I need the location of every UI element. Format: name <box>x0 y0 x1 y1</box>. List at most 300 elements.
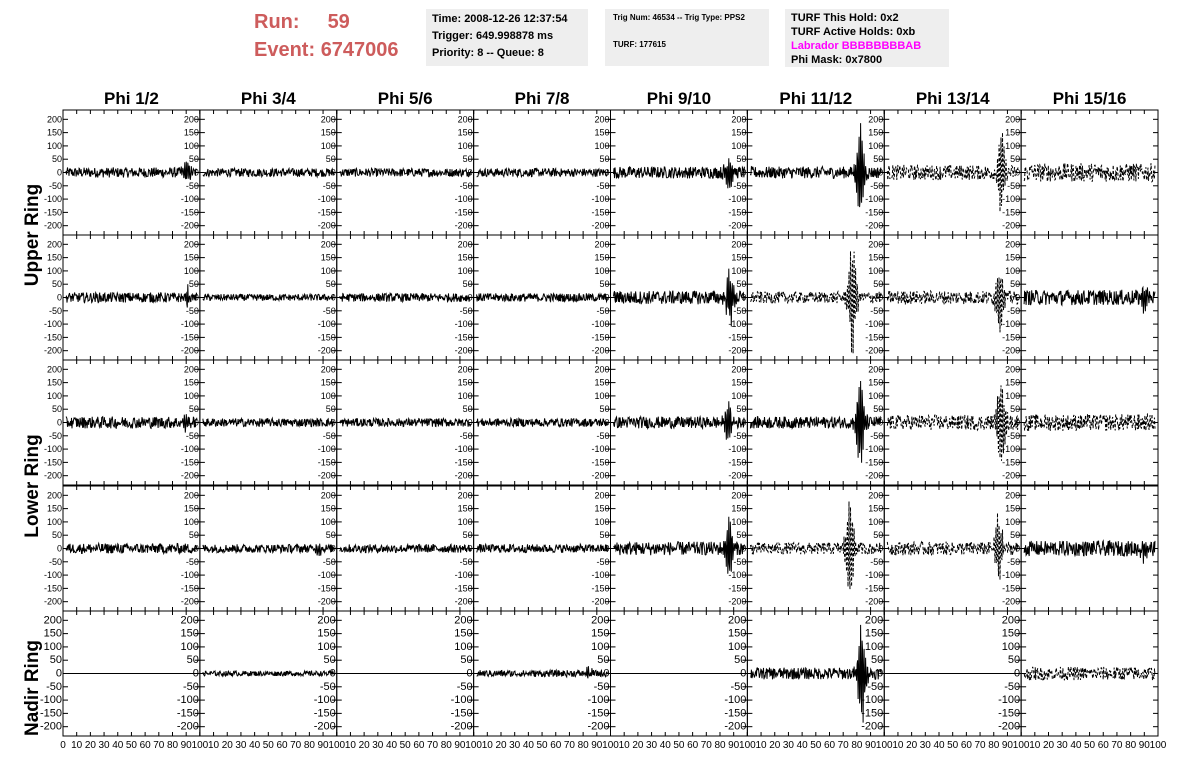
x-tick-label: 10 <box>481 740 493 751</box>
y-tick-label: -50 <box>185 305 199 316</box>
y-tick-label: 100 <box>457 140 473 151</box>
y-tick-label: -150 <box>43 457 62 468</box>
y-tick-label: 100 <box>320 265 336 276</box>
y-tick-label: 0 <box>330 417 336 428</box>
event-value: 6747006 <box>320 39 399 61</box>
y-tick-label: 100 <box>320 140 336 151</box>
run-value: 59 <box>327 11 350 33</box>
y-tick-label: 100 <box>457 390 473 401</box>
row-label: Nadir Ring <box>22 639 43 737</box>
x-tick-label: 90 <box>865 740 877 751</box>
waveform-trace <box>750 123 884 207</box>
y-tick-label: -100 <box>180 319 199 330</box>
y-tick-label: -150 <box>591 207 610 218</box>
y-tick-label: -50 <box>182 680 199 693</box>
y-tick-label: 150 <box>1005 127 1021 138</box>
y-tick-label: -200 <box>176 720 199 733</box>
y-tick-label: 100 <box>183 265 199 276</box>
y-tick-label: -100 <box>43 570 62 581</box>
x-tick-label: 60 <box>687 740 699 751</box>
y-tick-label: -100 <box>591 319 610 330</box>
y-tick-label: 150 <box>180 627 199 640</box>
y-tick-label: 50 <box>871 654 884 667</box>
y-tick-label: -150 <box>728 457 747 468</box>
y-tick-label: 200 <box>454 614 473 627</box>
y-tick-label: 200 <box>46 239 62 250</box>
y-tick-label: 200 <box>183 490 199 501</box>
x-tick-label: 70 <box>700 740 712 751</box>
time-line: Time: 2008-12-26 12:37:54 <box>432 13 568 25</box>
y-tick-label: -100 <box>591 444 610 455</box>
y-tick-label: -200 <box>43 470 62 481</box>
y-tick-label: 0 <box>1015 292 1021 303</box>
y-tick-label: -50 <box>48 305 62 316</box>
x-tick-label: 90 <box>454 740 466 751</box>
y-tick-label: -50 <box>1007 430 1021 441</box>
x-tick-label: 30 <box>646 740 658 751</box>
y-tick-label: 100 <box>1001 640 1021 653</box>
y-tick-label: -50 <box>185 556 199 567</box>
x-tick-label: 40 <box>1070 740 1082 751</box>
y-tick-label: 150 <box>183 127 199 138</box>
x-tick-label: 0 <box>60 740 66 751</box>
y-tick-label: -200 <box>180 470 199 481</box>
x-tick-label: 80 <box>577 740 589 751</box>
x-tick-label: 100 <box>328 740 346 751</box>
phi-mask-line: Phi Mask: 0x7800 <box>791 54 883 66</box>
y-tick-label: -100 <box>1002 319 1021 330</box>
y-tick-label: 150 <box>731 377 747 388</box>
x-tick-label: 40 <box>385 740 398 751</box>
y-tick-label: -100 <box>587 694 610 707</box>
waveform-trace <box>1024 163 1155 182</box>
y-tick-label: -50 <box>185 430 199 441</box>
x-tick-label: 40 <box>522 740 534 751</box>
y-tick-label: -200 <box>180 220 199 231</box>
y-tick-label: 100 <box>594 140 610 151</box>
waveform-trace <box>1024 541 1155 564</box>
y-tick-label: 200 <box>457 490 473 501</box>
y-tick-label: -150 <box>591 332 610 343</box>
y-tick-label: 0 <box>603 667 610 680</box>
y-tick-label: -200 <box>454 470 473 481</box>
y-tick-label: 150 <box>731 252 747 263</box>
y-tick-label: -200 <box>180 596 199 607</box>
y-tick-label: 50 <box>599 154 610 165</box>
y-tick-label: 0 <box>741 543 747 554</box>
y-tick-label: 50 <box>462 404 473 415</box>
y-tick-label: 150 <box>868 127 884 138</box>
y-tick-label: 200 <box>1001 614 1021 627</box>
waveform-trace <box>66 284 197 307</box>
y-tick-label: -200 <box>450 720 473 733</box>
waveform-trace <box>614 517 745 574</box>
y-tick-label: -50 <box>870 180 884 191</box>
y-tick-label: 50 <box>597 654 610 667</box>
y-tick-label: -200 <box>591 345 610 356</box>
waveform-trace <box>340 544 471 552</box>
x-tick-label: 100 <box>875 740 893 751</box>
y-tick-label: 200 <box>731 364 747 375</box>
y-tick-label: 100 <box>868 390 884 401</box>
x-tick-label: 80 <box>1125 740 1137 751</box>
x-tick-label: 70 <box>974 740 986 751</box>
y-tick-label: 50 <box>462 279 473 290</box>
x-tick-label: 30 <box>509 740 521 751</box>
y-tick-label: -100 <box>865 319 884 330</box>
y-tick-label: 0 <box>56 543 62 554</box>
y-tick-label: 200 <box>183 364 199 375</box>
y-tick-label: 50 <box>49 654 62 667</box>
y-tick-label: 150 <box>320 503 336 514</box>
y-tick-label: -150 <box>728 207 747 218</box>
y-tick-label: -200 <box>317 596 336 607</box>
y-tick-label: 100 <box>731 516 747 527</box>
y-tick-label: -100 <box>865 194 884 205</box>
y-tick-label: 200 <box>868 114 884 125</box>
y-tick-label: 0 <box>1015 417 1021 428</box>
y-tick-label: 100 <box>46 390 62 401</box>
x-tick-label: 80 <box>440 740 452 751</box>
y-tick-label: -100 <box>454 319 473 330</box>
waveform-trace <box>340 418 471 426</box>
x-tick-label: 80 <box>166 740 179 751</box>
trigger-line: Trigger: 649.998878 ms <box>432 30 554 42</box>
y-tick-label: -200 <box>587 720 610 733</box>
y-tick-label: 150 <box>46 127 62 138</box>
y-tick-label: 0 <box>878 292 884 303</box>
y-tick-label: 50 <box>734 654 747 667</box>
y-tick-label: -200 <box>861 720 884 733</box>
y-tick-label: 200 <box>320 364 336 375</box>
y-tick-label: 50 <box>188 404 199 415</box>
y-tick-label: -50 <box>459 556 473 567</box>
y-tick-label: -100 <box>43 444 62 455</box>
y-tick-label: -100 <box>728 319 747 330</box>
y-tick-label: -50 <box>319 680 336 693</box>
y-tick-label: 50 <box>873 279 884 290</box>
x-tick-label: 30 <box>919 740 931 751</box>
y-tick-label: -50 <box>596 305 610 316</box>
y-tick-label: 50 <box>599 530 610 541</box>
y-tick-label: 50 <box>736 404 747 415</box>
x-tick-label: 70 <box>837 740 849 751</box>
y-tick-label: -50 <box>596 430 610 441</box>
y-tick-label: 200 <box>864 614 884 627</box>
y-tick-label: 150 <box>731 127 747 138</box>
y-tick-label: 150 <box>868 377 884 388</box>
y-tick-label: 0 <box>877 667 884 680</box>
y-tick-label: -150 <box>43 583 62 594</box>
y-tick-label: 0 <box>741 292 747 303</box>
y-tick-label: 50 <box>736 154 747 165</box>
y-tick-label: -100 <box>454 194 473 205</box>
y-tick-label: -50 <box>596 556 610 567</box>
y-tick-label: -50 <box>1004 680 1021 693</box>
y-tick-label: -200 <box>865 470 884 481</box>
turf-active-line: TURF Active Holds: 0xb <box>791 26 916 38</box>
y-tick-label: -100 <box>317 570 336 581</box>
y-tick-label: 50 <box>736 279 747 290</box>
y-tick-label: 100 <box>594 265 610 276</box>
y-tick-label: 0 <box>467 292 473 303</box>
y-tick-label: -150 <box>176 707 199 720</box>
y-tick-label: 200 <box>46 490 62 501</box>
y-tick-label: -50 <box>48 430 62 441</box>
y-tick-label: -150 <box>728 583 747 594</box>
x-tick-label: 70 <box>427 740 439 751</box>
y-tick-label: 200 <box>731 490 747 501</box>
y-tick-label: -150 <box>454 457 473 468</box>
y-tick-label: 100 <box>731 140 747 151</box>
y-tick-label: -150 <box>865 207 884 218</box>
y-tick-label: 100 <box>728 640 747 653</box>
y-tick-label: -100 <box>728 194 747 205</box>
y-tick-label: 150 <box>457 377 473 388</box>
y-tick-label: -50 <box>459 180 473 191</box>
x-tick-label: 60 <box>823 740 836 751</box>
y-tick-label: -50 <box>733 180 747 191</box>
y-tick-label: -100 <box>865 444 884 455</box>
column-header: Phi 1/2 <box>104 89 159 108</box>
y-tick-label: 50 <box>736 530 747 541</box>
y-tick-label: 50 <box>460 654 473 667</box>
y-tick-label: 100 <box>731 265 747 276</box>
y-tick-label: -200 <box>724 720 747 733</box>
y-tick-label: 200 <box>594 114 610 125</box>
x-tick-label: 20 <box>906 740 918 751</box>
x-tick-label: 90 <box>591 740 603 751</box>
y-tick-label: -150 <box>1002 332 1021 343</box>
y-tick-label: 0 <box>604 417 610 428</box>
y-tick-label: 0 <box>741 167 747 178</box>
y-tick-label: 150 <box>320 377 336 388</box>
y-tick-label: 200 <box>43 614 62 627</box>
y-tick-label: -200 <box>317 345 336 356</box>
y-tick-label: 150 <box>868 252 884 263</box>
waveform-trace <box>340 293 471 302</box>
y-tick-label: -100 <box>1002 444 1021 455</box>
panel-frame <box>747 235 884 360</box>
y-tick-label: 100 <box>1005 516 1021 527</box>
y-tick-label: 50 <box>873 404 884 415</box>
y-tick-label: -150 <box>180 583 199 594</box>
waveform-trace <box>1024 667 1155 681</box>
y-tick-label: -100 <box>1002 570 1021 581</box>
y-tick-label: -200 <box>591 596 610 607</box>
column-header: Phi 13/14 <box>915 89 990 108</box>
y-tick-label: -100 <box>317 194 336 205</box>
y-tick-label: -200 <box>313 720 336 733</box>
y-tick-label: 0 <box>56 292 62 303</box>
y-tick-label: 200 <box>46 114 62 125</box>
y-tick-label: 200 <box>1005 114 1021 125</box>
waveform-trace <box>477 544 608 553</box>
y-tick-label: 0 <box>467 167 473 178</box>
y-tick-label: -150 <box>1002 583 1021 594</box>
y-tick-label: -100 <box>176 694 199 707</box>
trig-line: Trig Num: 46534 -- Trig Type: PPS2 <box>613 13 745 22</box>
y-tick-label: 100 <box>594 390 610 401</box>
waveform-trace <box>477 418 608 426</box>
y-tick-label: -200 <box>43 596 62 607</box>
y-tick-label: 50 <box>188 530 199 541</box>
y-tick-label: -150 <box>180 207 199 218</box>
y-tick-label: 50 <box>188 154 199 165</box>
y-tick-label: 150 <box>594 503 610 514</box>
y-tick-label: 200 <box>183 239 199 250</box>
y-tick-label: 150 <box>320 127 336 138</box>
y-tick-label: 50 <box>1007 654 1021 667</box>
y-tick-label: -150 <box>43 207 62 218</box>
y-tick-label: -150 <box>454 583 473 594</box>
y-tick-label: -200 <box>39 720 62 733</box>
y-tick-label: 150 <box>183 252 199 263</box>
x-tick-label: 90 <box>317 740 329 751</box>
x-tick-label: 50 <box>536 740 548 751</box>
x-tick-label: 80 <box>988 740 1000 751</box>
y-tick-label: 0 <box>604 292 610 303</box>
y-tick-label: 0 <box>604 543 610 554</box>
column-header: Phi 7/8 <box>514 89 570 108</box>
y-tick-label: -200 <box>1002 345 1021 356</box>
x-tick-label: 90 <box>728 740 740 751</box>
y-tick-label: -50 <box>48 180 62 191</box>
y-tick-label: 0 <box>466 667 473 680</box>
x-tick-label: 100 <box>739 740 756 751</box>
y-tick-label: 100 <box>1005 265 1021 276</box>
y-tick-label: -50 <box>733 305 747 316</box>
y-tick-label: -150 <box>317 332 336 343</box>
x-tick-label: 40 <box>249 740 261 751</box>
y-tick-label: 200 <box>594 364 610 375</box>
y-tick-label: 150 <box>864 627 884 640</box>
y-tick-label: 50 <box>599 404 610 415</box>
y-tick-label: 0 <box>1014 667 1021 680</box>
y-tick-label: -100 <box>450 694 473 707</box>
y-tick-label: 100 <box>317 640 336 653</box>
y-tick-label: 50 <box>462 154 473 165</box>
y-tick-label: -100 <box>317 444 336 455</box>
y-tick-label: -150 <box>317 457 336 468</box>
x-tick-label: 10 <box>755 740 767 751</box>
x-tick-label: 20 <box>221 740 233 751</box>
y-tick-label: -50 <box>1007 556 1021 567</box>
y-tick-label: 200 <box>183 114 199 125</box>
y-tick-label: 0 <box>878 167 884 178</box>
x-tick-label: 100 <box>602 740 619 751</box>
y-tick-label: 50 <box>1010 404 1021 415</box>
y-tick-label: 150 <box>46 252 62 263</box>
x-tick-label: 70 <box>563 740 575 751</box>
y-tick-label: 200 <box>320 490 336 501</box>
y-tick-label: -200 <box>591 220 610 231</box>
y-tick-label: -200 <box>454 220 473 231</box>
waveform-trace <box>614 401 745 439</box>
x-tick-label: 80 <box>714 740 726 751</box>
y-tick-label: 200 <box>868 490 884 501</box>
y-tick-label: -150 <box>317 583 336 594</box>
y-tick-label: 150 <box>728 627 747 640</box>
y-tick-label: -50 <box>322 180 336 191</box>
y-tick-label: -50 <box>1007 305 1021 316</box>
y-tick-label: -150 <box>1002 457 1021 468</box>
column-header: Phi 11/12 <box>779 89 853 108</box>
y-tick-label: 0 <box>192 667 199 680</box>
y-tick-label: 50 <box>599 279 610 290</box>
y-tick-label: 0 <box>329 667 336 680</box>
waveform-trace <box>887 278 1021 333</box>
y-tick-label: 0 <box>330 167 336 178</box>
y-tick-label: 200 <box>731 114 747 125</box>
y-tick-label: 200 <box>728 614 747 627</box>
x-tick-label: 70 <box>290 740 302 751</box>
y-tick-label: -100 <box>180 570 199 581</box>
waveform-trace <box>203 168 334 176</box>
y-tick-label: 150 <box>183 503 199 514</box>
y-tick-label: -50 <box>48 556 62 567</box>
y-tick-label: -150 <box>317 207 336 218</box>
y-tick-label: 50 <box>188 279 199 290</box>
x-tick-label: 100 <box>1012 740 1030 751</box>
x-tick-label: 20 <box>84 740 96 751</box>
y-tick-label: 50 <box>325 530 336 541</box>
y-tick-label: -100 <box>998 694 1021 707</box>
y-tick-label: -150 <box>591 457 610 468</box>
x-tick-label: 20 <box>632 740 644 751</box>
labrador-line: Labrador BBBBBBBBAB <box>791 40 922 52</box>
y-tick-label: -100 <box>43 194 62 205</box>
y-tick-label: -200 <box>591 470 610 481</box>
y-tick-label: 0 <box>740 667 747 680</box>
y-tick-label: -150 <box>587 707 610 720</box>
x-tick-label: 20 <box>495 740 507 751</box>
x-tick-label: 90 <box>1138 740 1150 751</box>
y-tick-label: -50 <box>322 305 336 316</box>
y-tick-label: -50 <box>733 556 747 567</box>
event-label: Event: <box>254 39 316 61</box>
y-tick-label: 50 <box>462 530 473 541</box>
waveform-trace <box>614 269 747 330</box>
y-tick-label: 200 <box>457 364 473 375</box>
x-tick-label: 80 <box>851 740 863 751</box>
y-tick-label: -150 <box>450 707 473 720</box>
x-tick-label: 30 <box>372 740 384 751</box>
y-tick-label: 150 <box>591 627 610 640</box>
y-tick-label: 150 <box>46 377 62 388</box>
y-tick-label: 150 <box>731 503 747 514</box>
y-tick-label: 200 <box>180 614 199 627</box>
y-tick-label: 50 <box>1010 154 1021 165</box>
y-tick-label: -100 <box>724 694 747 707</box>
y-tick-label: 100 <box>183 516 199 527</box>
y-tick-label: 100 <box>868 140 884 151</box>
y-tick-label: 150 <box>594 252 610 263</box>
y-tick-label: -150 <box>39 707 62 720</box>
x-tick-label: 20 <box>358 740 370 751</box>
y-tick-label: 150 <box>868 503 884 514</box>
x-tick-label: 50 <box>125 740 137 751</box>
y-tick-label: -150 <box>1002 207 1021 218</box>
y-tick-label: -100 <box>861 694 884 707</box>
x-tick-label: 100 <box>191 740 209 751</box>
x-tick-label: 50 <box>810 740 822 751</box>
y-tick-label: -200 <box>1002 220 1021 231</box>
y-tick-label: 50 <box>325 154 336 165</box>
x-tick-label: 50 <box>1084 740 1096 751</box>
y-tick-label: 50 <box>51 530 62 541</box>
y-tick-label: 150 <box>1005 377 1021 388</box>
